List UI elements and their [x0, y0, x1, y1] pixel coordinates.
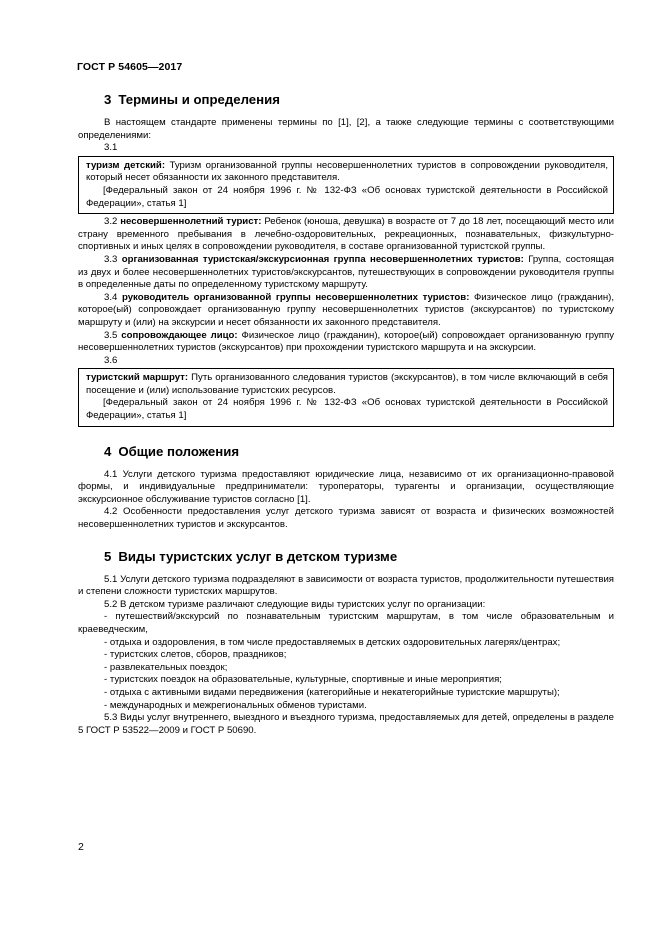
- list-item: - туристских слетов, сборов, праздников;: [104, 649, 287, 661]
- term-3-5: [78, 330, 614, 355]
- term-3-3: [78, 254, 614, 292]
- term-number: 3.5: [104, 329, 122, 341]
- term-text: Ребенок (юноша, девушка) в возрасте от 7 до 18 лет, посещающий место или страну временного пребывания в лечебно-оздоровительных, рекреационных, познавательных, физкультурно-спортивных и иных целях в сопровождении руководителя, в составе организованной туристской группы.: [78, 216, 614, 253]
- section-4-heading: [104, 444, 614, 460]
- term-name: несовершеннолетний турист:: [120, 216, 262, 228]
- term-number: 3.2: [104, 216, 121, 228]
- clause-5-3: 5.3 Виды услуг внутреннего, выездного и въездного туризма, предоставляемых для детей, определены в разделе 5 ГОСТ Р 53522—2009 и ГОСТ Р 50690.: [78, 712, 614, 736]
- document-header: ГОСТ Р 54605—2017: [77, 61, 183, 73]
- term-number: 3.4: [104, 291, 122, 303]
- term-3-2: [78, 216, 614, 254]
- section-number: 4: [104, 443, 112, 459]
- term-3-1-definition: [86, 160, 608, 185]
- list-item: - туристских поездок на образовательные, культурные, спортивные и иные мероприятия;: [104, 674, 502, 686]
- page-number: 2: [78, 841, 84, 853]
- term-3-6-source: [Федеральный закон от 24 ноября 1996 г. № 132-ФЗ «Об основах туристской деятельности в Российской Федерации», статья 1]: [86, 397, 608, 422]
- term-text: Физическое лицо (гражданин), которое(ый) сопровождает организованную группу несовершеннолетних туристов (экскурсантов) по туристскому маршруту и (или) на экскурсии и несет обязанности их законного представителя.: [78, 291, 614, 328]
- term-name: организованная туристская/экскурсионная группа несовершеннолетних туристов:: [121, 253, 524, 265]
- list-item: - путешествий/экскурсий по познавательным туристским маршрутам, в том числе образовательным и краеведческим,: [78, 611, 614, 635]
- term-3-1-source: [Федеральный закон от 24 ноября 1996 г. № 132-ФЗ «Об основах туристской деятельности в Российской Федерации», статья 1]: [86, 184, 608, 209]
- term-3-6-definition: [86, 372, 608, 397]
- clause-5-2: 5.2 В детском туризме различают следующие виды туристских услуг по организации:: [104, 598, 486, 610]
- section-number: 3: [104, 92, 112, 107]
- term-name: сопровождающее лицо:: [121, 329, 238, 341]
- term-text: Туризм организованной группы несовершеннолетних туристов в сопровождении руководителя, который несет обязанности их законного представителя.: [86, 159, 608, 184]
- term-3-6-number: 3.6: [104, 354, 118, 366]
- list-item: - отдыха и оздоровления, в том числе предоставляемых в детских оздоровительных лагерях/центрах;: [104, 636, 561, 648]
- list-item: - отдыха с активными видами передвижения (категорийные и некатегорийные туристские маршруты);: [104, 686, 560, 698]
- term-name: руководитель организованной группы несовершеннолетних туристов:: [121, 291, 470, 303]
- list-item: - развлекательных поездок;: [104, 661, 228, 673]
- section-title: Термины и определения: [118, 92, 280, 107]
- term-3-4: [78, 292, 614, 330]
- term-name: туристский маршрут:: [86, 372, 189, 384]
- term-text: Группа, состоящая из двух и более несовершеннолетних туристов/экскурсантов, путешествующих в сопровождении руководителя группы в определенные даты по определенному туристскому маршруту.: [78, 253, 614, 291]
- section-number: 5: [104, 548, 112, 564]
- section-3-heading: [104, 92, 614, 108]
- clause-4-1: 4.1 Услуги детского туризма предоставляют юридические лица, независимо от их организационно-правовой формы, и индивидуальные предприниматели: туроператоры, турагенты и организации, осуществляющие экскурсионное обслуживание туристов согласно [1].: [78, 468, 614, 505]
- document-body: [78, 92, 614, 737]
- term-3-1-number: 3.1: [104, 142, 118, 154]
- section-title: Виды туристских услуг в детском туризме: [118, 548, 398, 564]
- term-3-1-box: [78, 156, 614, 214]
- clause-4-2: 4.2 Особенности предоставления услуг детского туризма зависят от возраста и физических возможностей несовершеннолетних туристов и экскурсантов.: [78, 506, 614, 531]
- term-name: туризм детский:: [86, 159, 166, 171]
- section-3-intro: В настоящем стандарте применены термины по [1], [2], а также следующие термины с соответствующими определениями:: [78, 117, 614, 141]
- term-text: Физическое лицо (гражданин), которое(ый) сопровождает организованную группу несовершеннолетних туристов (экскурсантов) при прохождении туристского маршрута и на экскурсии.: [78, 329, 614, 354]
- list-item: - международных и межрегиональных обменов туристами.: [104, 699, 367, 711]
- term-text: Путь организованного следования туристов (экскурсантов), в том числе включающий в себя посещение и (или) использование туристских ресурсов.: [86, 372, 608, 396]
- section-5-heading: [104, 549, 614, 565]
- term-number: 3.3: [104, 253, 122, 265]
- term-3-6-box: [78, 368, 614, 426]
- clause-5-1: 5.1 Услуги детского туризма подразделяют в зависимости от возраста туристов, продолжительности путешествия и степени сложности туристских маршрутов.: [78, 573, 614, 598]
- section-title: Общие положения: [118, 443, 240, 459]
